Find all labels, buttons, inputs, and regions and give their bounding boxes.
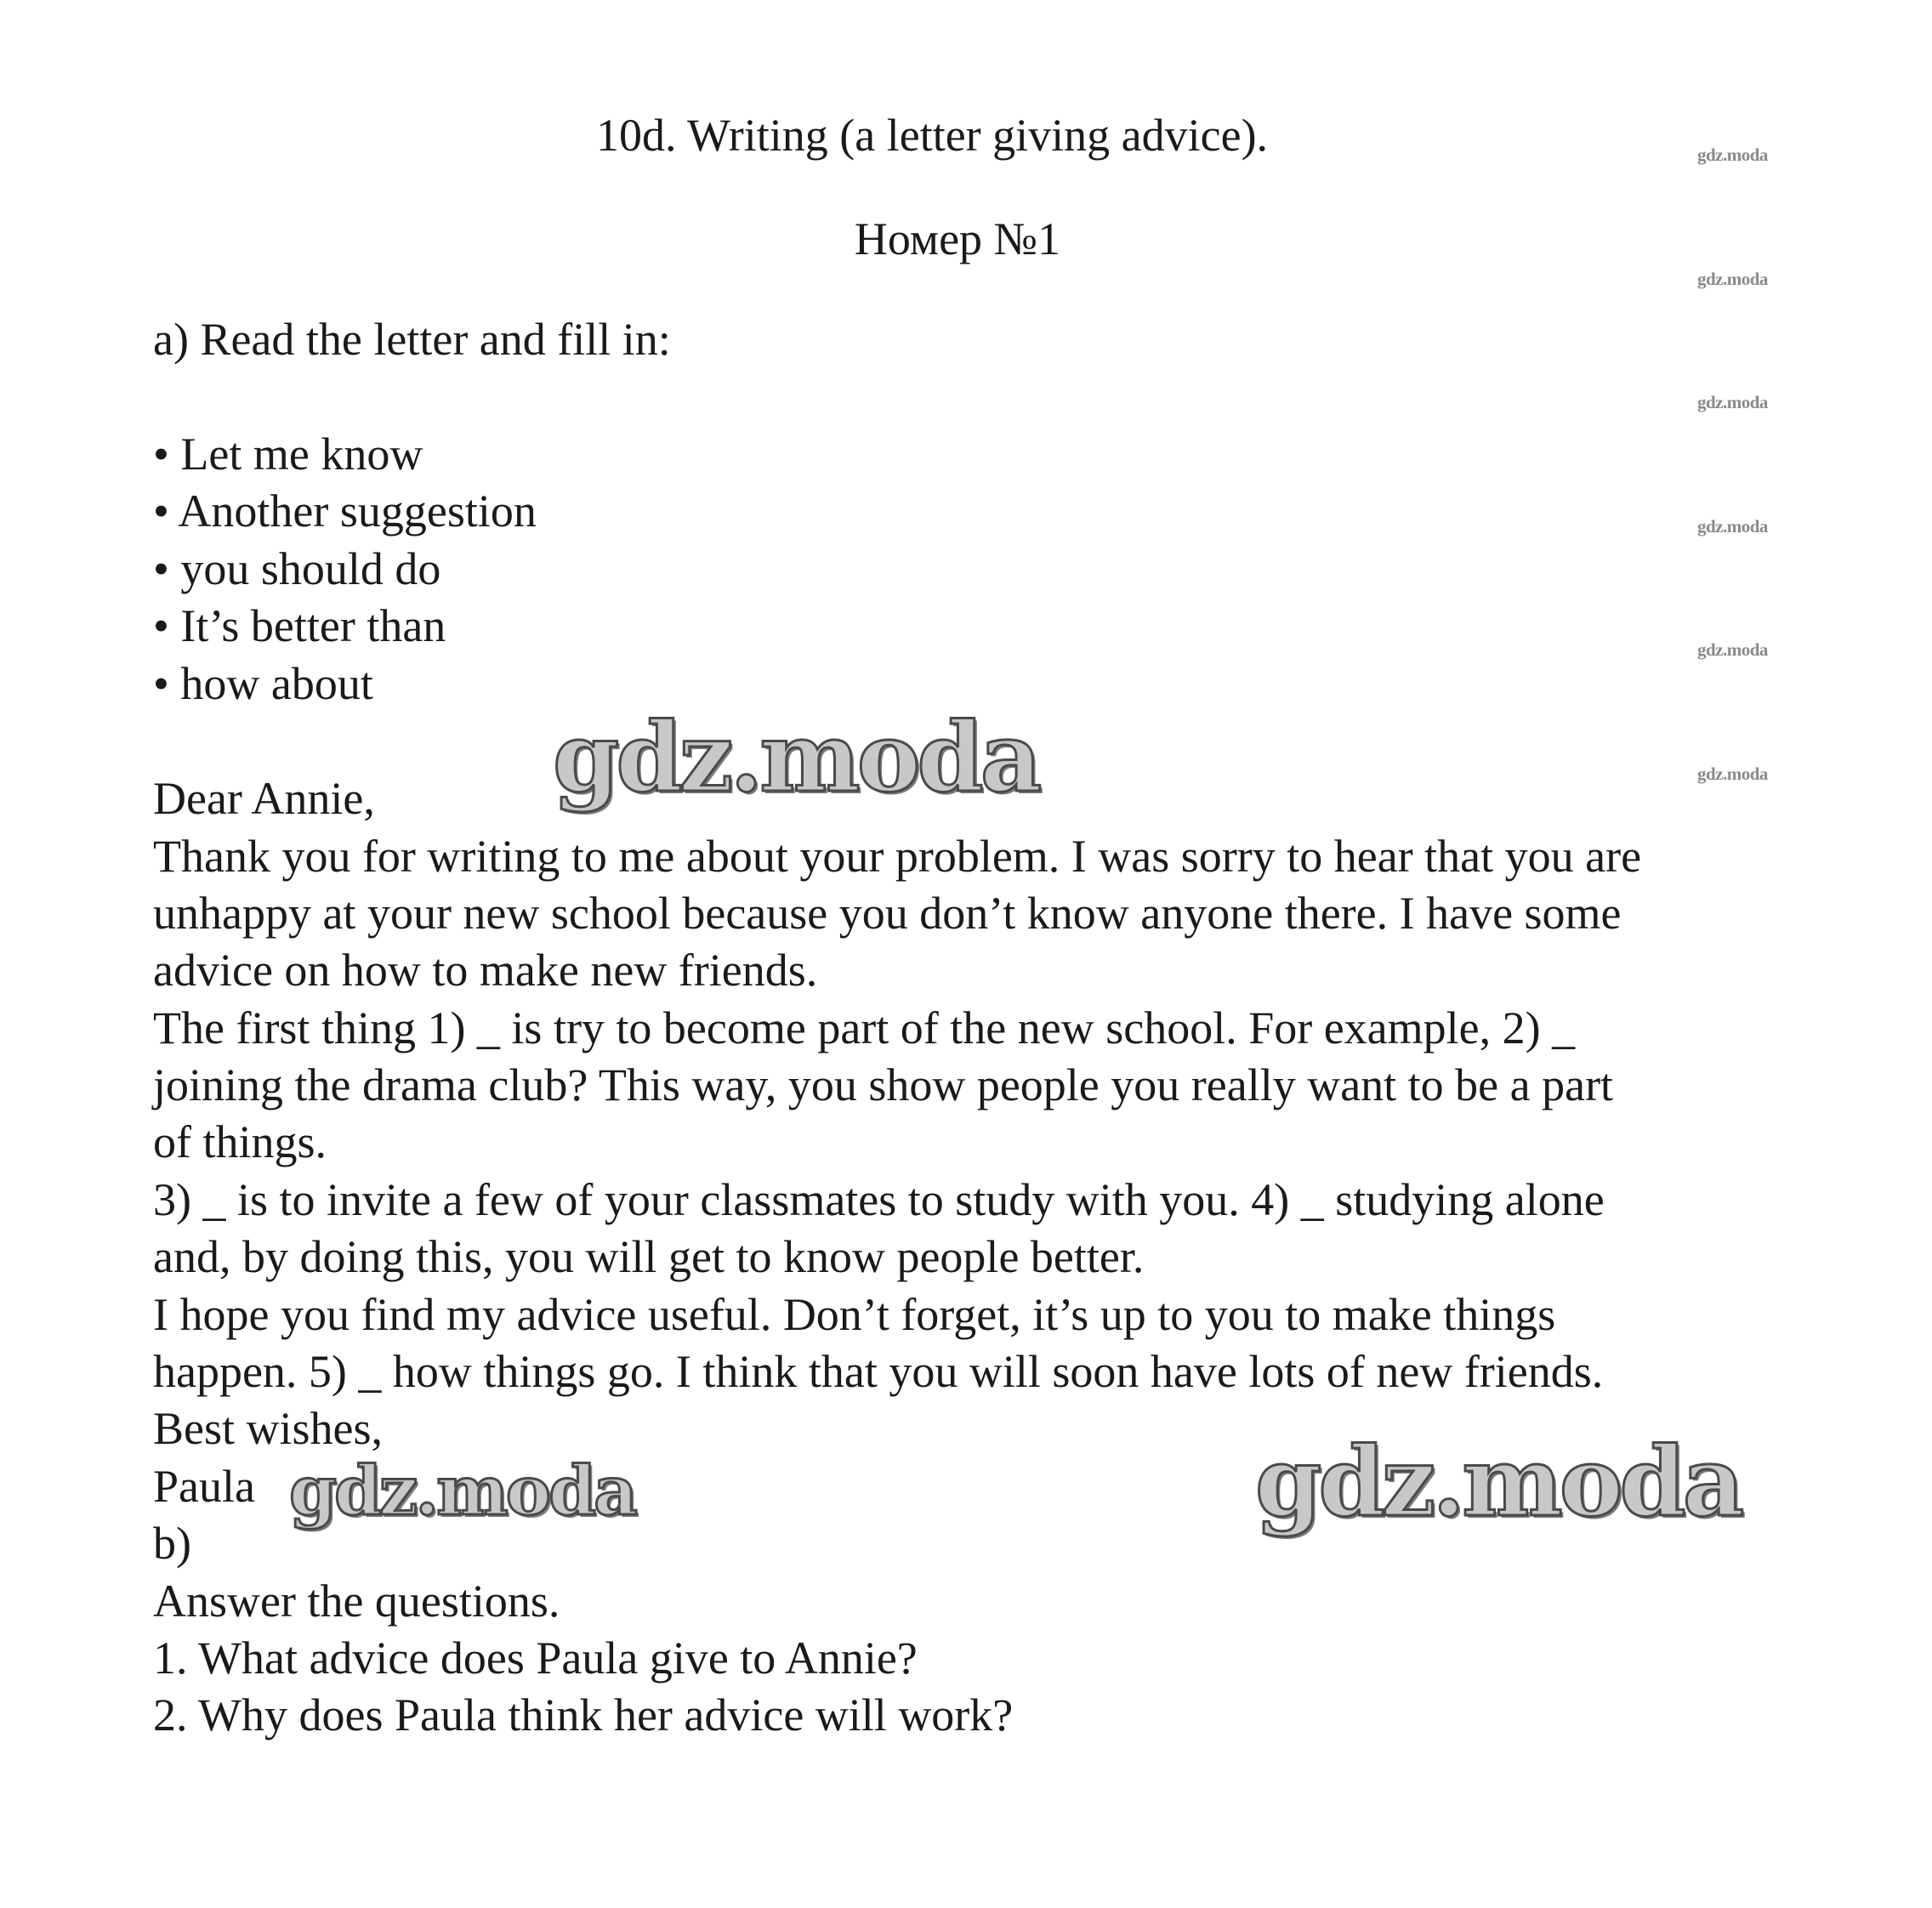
watermark-small: gdz.moda bbox=[1697, 145, 1768, 165]
letter-line: and, by doing this, you will get to know people better. bbox=[153, 1231, 1145, 1282]
watermark-large: gdz.moda bbox=[1255, 1427, 1742, 1538]
letter-line: Thank you for writing to me about your problem. I was sorry to hear that you are bbox=[153, 831, 1642, 882]
letter-line: advice on how to make new friends. bbox=[153, 945, 818, 996]
watermark-small: gdz.moda bbox=[1697, 639, 1768, 660]
letter-signature: Paula bbox=[153, 1461, 255, 1512]
letter-line: unhappy at your new school because you don’t know anyone there. I have some bbox=[153, 888, 1622, 939]
letter-line: of things. bbox=[153, 1116, 327, 1167]
option-item: • how about bbox=[153, 658, 373, 709]
watermark-small: gdz.moda bbox=[1697, 269, 1768, 289]
task-b-instruction: Answer the questions. bbox=[153, 1576, 560, 1627]
letter-closing: Best wishes, bbox=[153, 1403, 383, 1454]
watermark-small: gdz.moda bbox=[1697, 392, 1768, 412]
watermark-large: gdz.moda bbox=[289, 1451, 635, 1530]
watermark-large: gdz.moda bbox=[553, 702, 1039, 814]
exercise-number: Номер №1 bbox=[854, 213, 1061, 264]
letter-line: 3) _ is to invite a few of your classmates to study with you. 4) _ studying alone bbox=[153, 1174, 1605, 1225]
option-item: • Let me know bbox=[153, 429, 423, 480]
letter-line: happen. 5) _ how things go. I think that you will soon have lots of new friends. bbox=[153, 1346, 1604, 1397]
option-item: • It’s better than bbox=[153, 600, 446, 651]
watermark-small: gdz.moda bbox=[1697, 516, 1768, 537]
question-item: 1. What advice does Paula give to Annie? bbox=[153, 1633, 918, 1684]
option-item: • Another suggestion bbox=[153, 486, 537, 537]
letter-line: The first thing 1) _ is try to become part of the new school. For example, 2) _ bbox=[153, 1002, 1576, 1053]
task-a-instruction: a) Read the letter and fill in: bbox=[153, 314, 671, 365]
letter-greeting: Dear Annie, bbox=[153, 773, 375, 824]
letter-line: joining the drama club? This way, you show people you really want to be a part bbox=[153, 1059, 1614, 1110]
option-item: • you should do bbox=[153, 543, 441, 594]
task-b-label: b) bbox=[153, 1518, 191, 1569]
watermark-small: gdz.moda bbox=[1697, 764, 1768, 784]
letter-line: I hope you find my advice useful. Don’t forget, it’s up to you to make things bbox=[153, 1289, 1556, 1340]
page-title: 10d. Writing (a letter giving advice). bbox=[595, 110, 1269, 161]
question-item: 2. Why does Paula think her advice will work? bbox=[153, 1689, 1014, 1740]
